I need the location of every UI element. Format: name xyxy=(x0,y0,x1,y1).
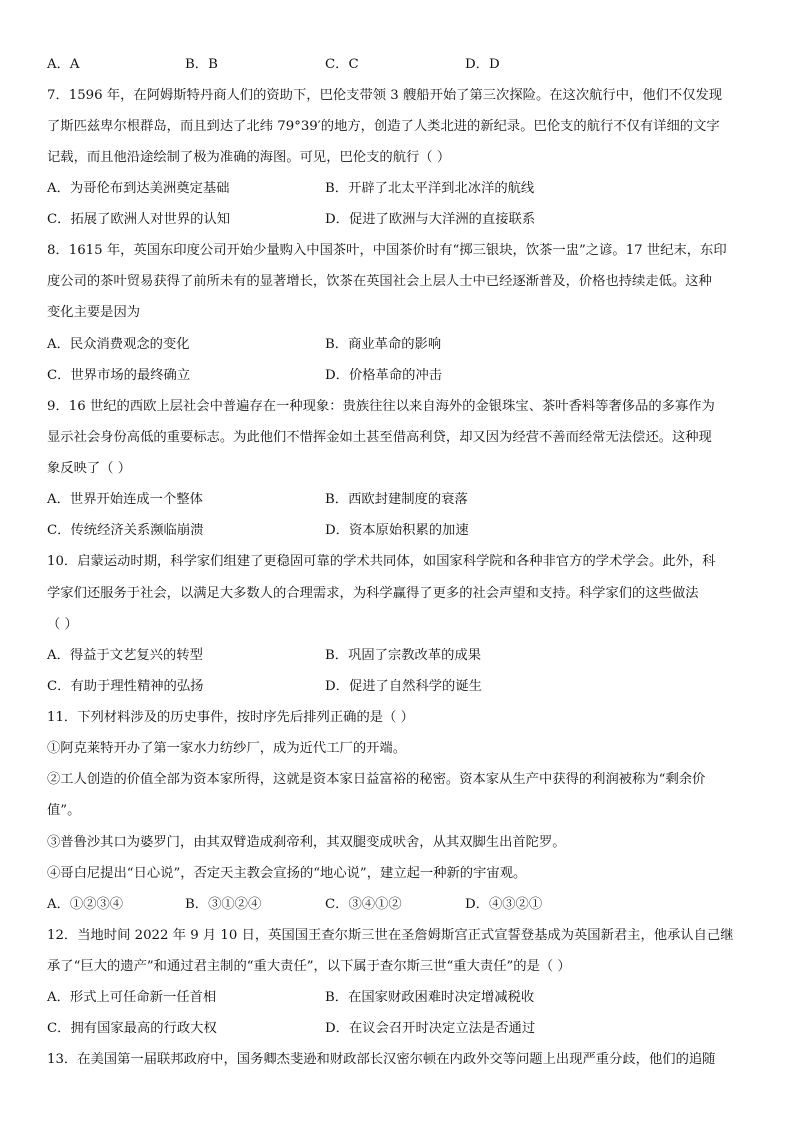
q12-option-d: D．在议会召开时决定立法是否通过 xyxy=(325,1021,536,1036)
q10-option-c: C．有助于理性精神的弘扬 xyxy=(47,679,204,694)
q9-options-row1 xyxy=(47,490,767,510)
q11-material-2-cont: 值”。 xyxy=(47,803,81,818)
q10-stem-line: （ ） xyxy=(47,617,78,632)
q8-option-c: C．世界市场的最终确立 xyxy=(47,368,191,383)
q12-options-row2 xyxy=(47,1019,767,1039)
q7-option-c: C．拓展了欧洲人对世界的认知 xyxy=(47,212,231,227)
q11-material-3: ③普鲁沙其口为婆罗门，由其双臂造成刹帝利，其双腿变成吠舍，从其双脚生出首陀罗。 xyxy=(47,835,566,850)
q10-stem-line: 学家们还服务于社会，以满足大多数人的合理需求，为科学赢得了更多的社会声望和支持。科学家们的这些做法 xyxy=(47,586,699,601)
q11-stem-line: 11．下列材料涉及的历史事件，按时序先后排列正确的是（ ） xyxy=(47,710,414,725)
q8-option-a: A．民众消费观念的变化 xyxy=(47,337,190,352)
q11-options xyxy=(47,895,767,915)
q11-option-a: A．①②③④ xyxy=(47,897,124,912)
q11-option-b: B．③①②④ xyxy=(185,897,262,912)
q9-stem-line: 9．16 世纪的西欧上层社会中普遍存在一种现象：贵族往往以来自海外的金银珠宝、茶叶香料等奢侈品的多寡作为 xyxy=(47,399,715,414)
q8-stem-line: 度公司的茶叶贸易获得了前所未有的显著增长，饮茶在英国社会上层人士中已经逐渐普及，价格也持续走低。这种 xyxy=(47,274,712,289)
q12-options-row1 xyxy=(47,988,767,1008)
q10-stem-line: 10．启蒙运动时期，科学家们组建了更稳固可靠的学术共同体，如国家科学院和各种非官方的学术学会。此外，科 xyxy=(47,554,716,569)
q12-option-b: B．在国家财政困难时决定增减税收 xyxy=(325,990,535,1005)
q8-stem-line: 8．1615 年，英国东印度公司开始少量购入中国茶叶，中国茶价时有“掷三银块，饮茶一盅”之谚。17 世纪末，东印 xyxy=(47,243,727,258)
q12-stem-line: 12．当地时间 2022 年 9 月 10 日，英国国王查尔斯三世在圣詹姆斯宫正式宣誓登基成为英国新君主，他承认自己继 xyxy=(47,928,734,943)
q6-options xyxy=(47,55,767,75)
q9-stem-line: 象反映了（ ） xyxy=(47,461,132,476)
q10-option-a: A．得益于文艺复兴的转型 xyxy=(47,648,203,663)
q10-options-row2 xyxy=(47,677,767,697)
q9-option-d: D．资本原始积累的加速 xyxy=(325,523,469,538)
q10-option-d: D．促进了自然科学的诞生 xyxy=(325,679,482,694)
q8-stem-line: 变化主要是因为 xyxy=(47,305,141,320)
q12-option-a: A．形式上可任命新一任首相 xyxy=(47,990,217,1005)
q13-stem-line: 13．在美国第一届联邦政府中，国务卿杰斐逊和财政部长汉密尔顿在内政外交等问题上出现严重分歧，他们的追随 xyxy=(47,1052,716,1067)
q9-options-row2 xyxy=(47,521,767,541)
q7-option-a: A．为哥伦布到达美洲奠定基础 xyxy=(47,181,230,196)
q6-option-b: B．B xyxy=(185,57,218,72)
q8-option-d: D．价格革命的冲击 xyxy=(325,368,443,383)
q11-material-4: ④哥白尼提出“日心说”，否定天主教会宣扬的“地心说”，建立起一种新的宇宙观。 xyxy=(47,866,527,881)
q7-options-row1 xyxy=(47,179,767,199)
q12-option-c: C．拥有国家最高的行政大权 xyxy=(47,1021,217,1036)
q10-option-b: B．巩固了宗教改革的成果 xyxy=(325,648,482,663)
q7-stem-line: 了斯匹兹卑尔根群岛，而且到达了北纬 79°39′的地方，创造了人类北进的新纪录。巴伦支的航行不仅有详细的文字 xyxy=(47,119,720,134)
q9-option-c: C．传统经济关系濒临崩溃 xyxy=(47,523,204,538)
q12-stem-line: 承了“巨大的遗产”和通过君主制的“重大责任”，以下属于查尔斯三世“重大责任”的是（ ） xyxy=(47,959,571,974)
q10-options-row1 xyxy=(47,646,767,666)
q9-option-a: A．世界开始连成一个整体 xyxy=(47,492,203,507)
q7-option-b: B．开辟了北太平洋到北冰洋的航线 xyxy=(325,181,535,196)
q8-options-row1 xyxy=(47,335,767,355)
q6-option-c: C．C xyxy=(325,57,359,72)
q11-material-1: ①阿克莱特开办了第一家水力纺纱厂，成为近代工厂的开端。 xyxy=(47,741,407,756)
q7-option-d: D．促进了欧洲与大洋洲的直接联系 xyxy=(325,212,536,227)
q9-option-b: B．西欧封建制度的衰落 xyxy=(325,492,468,507)
q11-option-d: D．④③②① xyxy=(465,897,543,912)
q6-option-d: D．D xyxy=(465,57,500,72)
q9-stem-line: 显示社会身份高低的重要标志。为此他们不惜挥金如土甚至借高利贷，却又因为经营不善而经常无法偿还。这种现 xyxy=(47,430,712,445)
q7-options-row2 xyxy=(47,210,767,230)
q11-option-c: C．③④①② xyxy=(325,897,402,912)
q8-option-b: B．商业革命的影响 xyxy=(325,337,442,352)
q7-stem-line: 记载，而且他沿途绘制了极为准确的海图。可见，巴伦支的航行（ ） xyxy=(47,150,451,165)
q6-option-a: A．A xyxy=(47,57,80,72)
q7-stem-line: 7．1596 年，在阿姆斯特丹商人们的资助下，巴伦支带领 3 艘船开始了第三次探险。在这次航行中，他们不仅发现 xyxy=(47,88,723,103)
q8-options-row2 xyxy=(47,366,767,386)
q11-material-2: ②工人创造的价值全部为资本家所得，这就是资本家日益富裕的秘密。资本家从生产中获得的利润被称为“剩余价 xyxy=(47,772,706,787)
